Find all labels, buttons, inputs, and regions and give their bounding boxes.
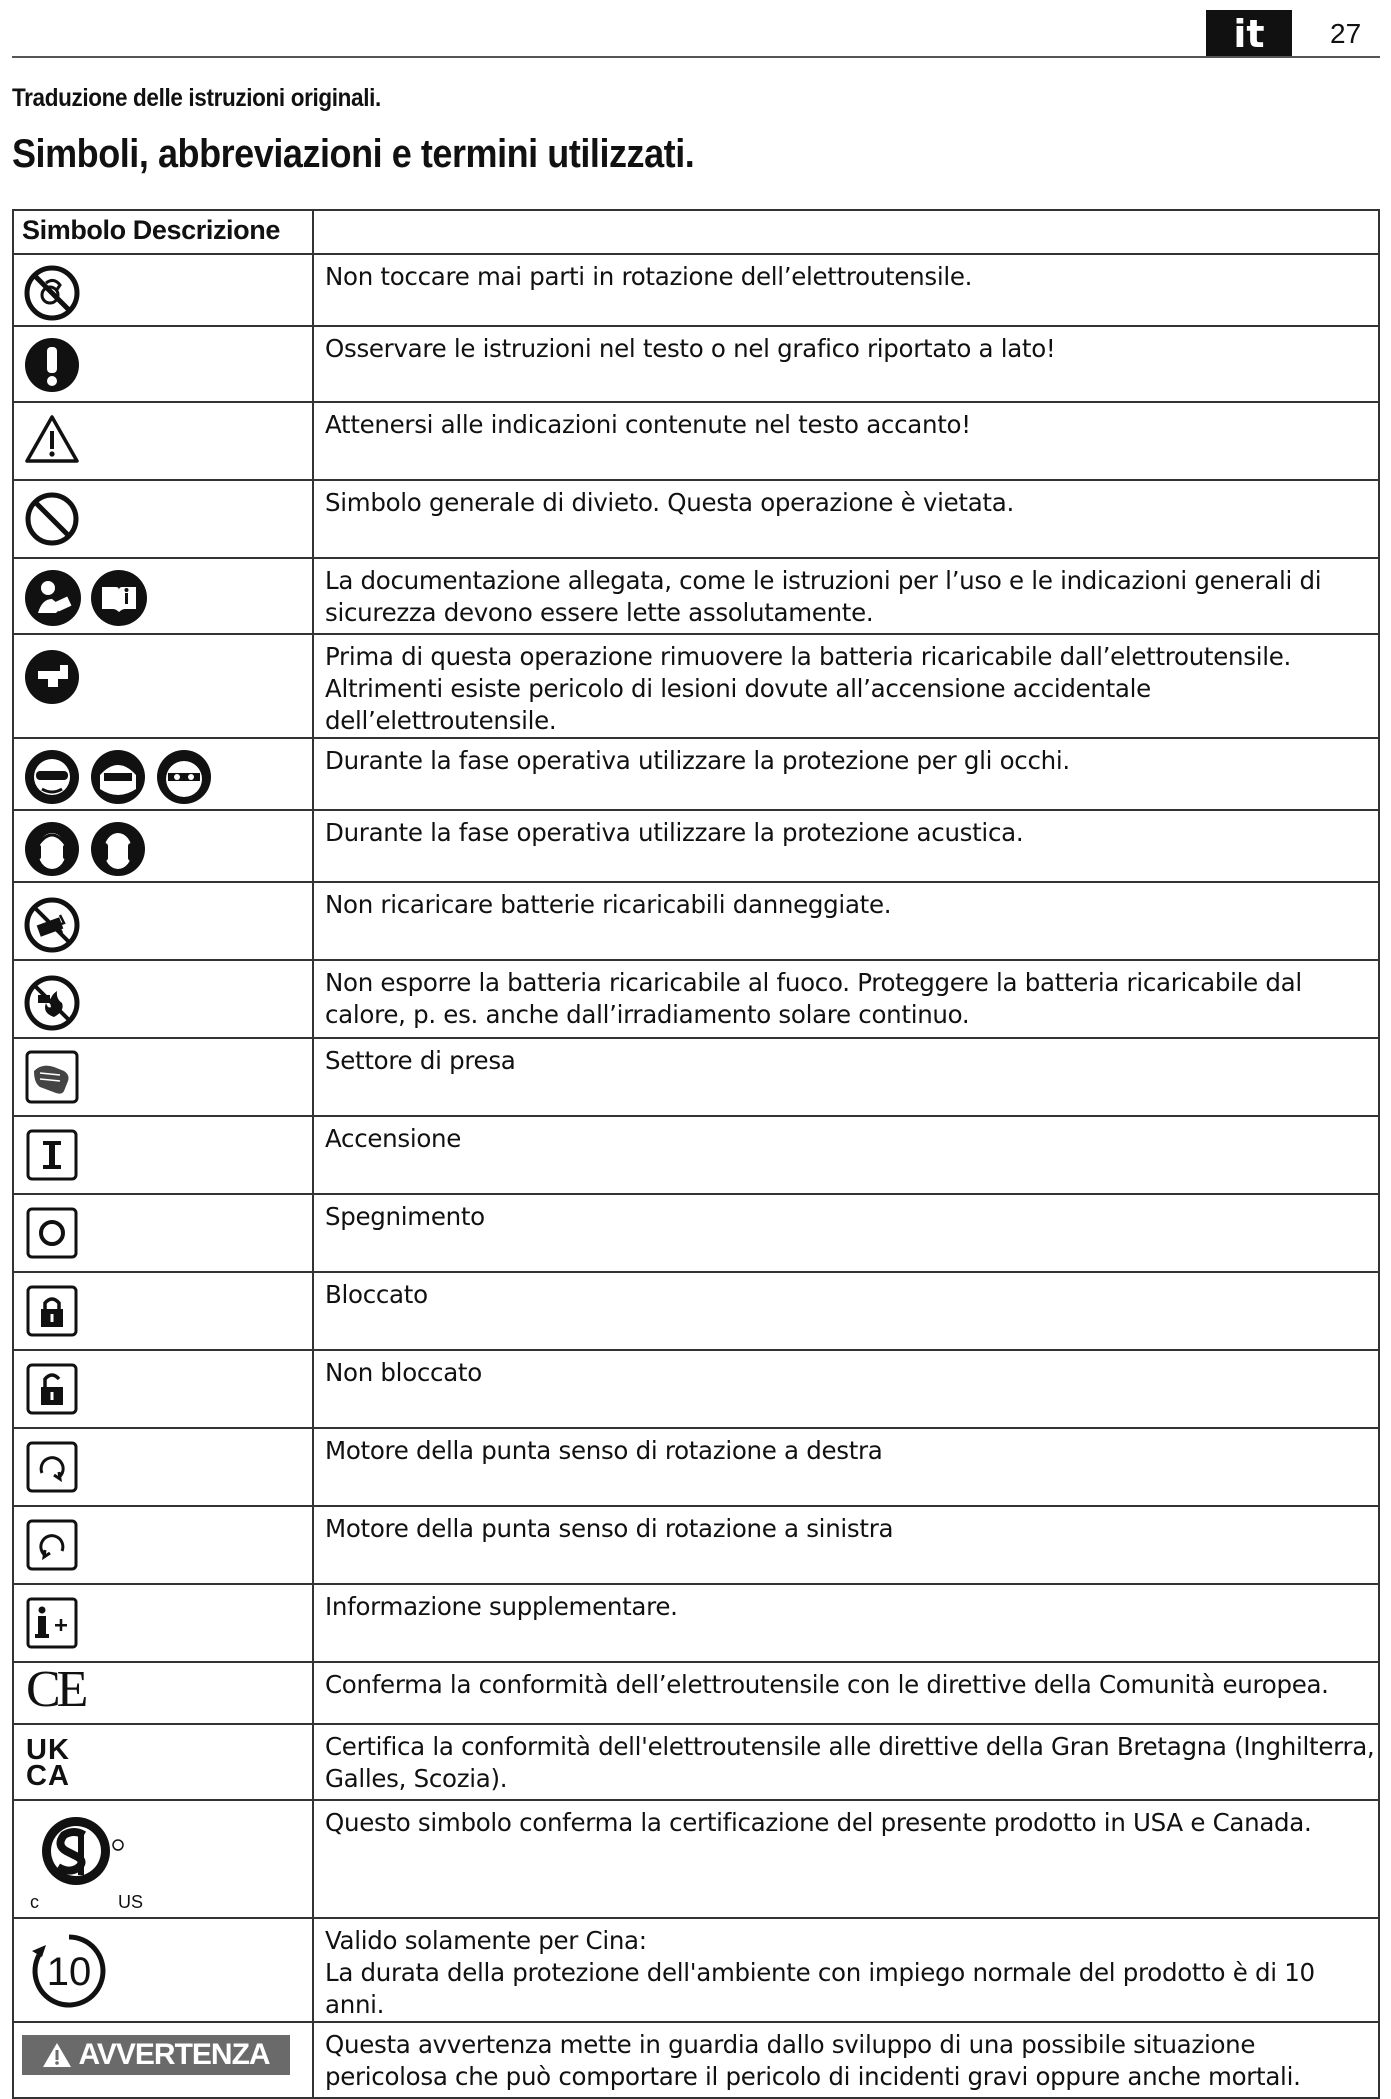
row-description: Bloccato <box>313 1272 1379 1350</box>
unlocked-icon <box>24 1361 80 1417</box>
header-rule <box>12 56 1380 58</box>
row-description: Non toccare mai parti in rotazione dell’elettroutensile. <box>313 254 1379 326</box>
row-description: Attenersi alle indicazioni contenute nel testo accanto! <box>313 402 1379 480</box>
csa-mark-icon <box>24 1807 144 1917</box>
table-row <box>13 1194 1379 1272</box>
rotation-right-icon <box>24 1439 80 1495</box>
locked-icon <box>24 1283 80 1339</box>
row-description: Motore della punta senso di rotazione a destra <box>313 1428 1379 1506</box>
table-row <box>13 402 1379 480</box>
warning-triangle-icon <box>24 413 80 465</box>
warning-label-text: AVVERTENZA <box>78 2038 270 2071</box>
grip-area-icon <box>24 1049 80 1105</box>
row-description-line-2: La durata della protezione dell'ambiente con impiego normale del prodotto è di 10 anni. <box>325 1958 1315 2019</box>
warning-label-icon <box>22 2035 290 2075</box>
row-description: Non ricaricare batterie ricaricabili danneggiate. <box>313 882 1379 960</box>
table-header-empty <box>313 210 1379 254</box>
table-row <box>13 1116 1379 1194</box>
manual-book-icon <box>90 569 148 627</box>
table-row <box>13 1350 1379 1428</box>
table-row <box>13 882 1379 960</box>
row-description <box>313 1918 1379 2022</box>
no-charge-damaged-battery-icon <box>24 897 80 953</box>
table-row <box>13 1272 1379 1350</box>
table-row <box>13 2022 1379 2098</box>
ukca-line-1: UK <box>26 1734 70 1766</box>
power-off-icon <box>24 1205 80 1261</box>
power-on-icon <box>24 1127 80 1183</box>
table-row <box>13 634 1379 738</box>
row-description: Informazione supplementare. <box>313 1584 1379 1662</box>
row-description: La documentazione allegata, come le istruzioni per l’uso e le indicazioni generali di sicurezza devono essere lette assolutamente. <box>313 558 1379 634</box>
env-protection-10-icon <box>24 1931 114 2011</box>
ukca-line-2: CA <box>26 1760 70 1792</box>
table-row <box>13 1800 1379 1918</box>
row-description: Prima di questa operazione rimuovere la batteria ricaricabile dall’elettroutensile. Altrimenti esiste pericolo di lesioni dovute all’accensione accidentale dell’elettroutensile. <box>313 634 1379 738</box>
no-touch-rotating-icon <box>24 265 80 321</box>
row-description: Non bloccato <box>313 1350 1379 1428</box>
table-row <box>13 558 1379 634</box>
row-description: Motore della punta senso di rotazione a sinistra <box>313 1506 1379 1584</box>
row-description: Osservare le istruzioni nel testo o nel grafico riportato a lato! <box>313 326 1379 402</box>
table-header-label: Simbolo Descrizione <box>13 210 313 254</box>
document-subtitle: Traduzione delle istruzioni originali. <box>12 84 381 112</box>
row-description: Settore di presa <box>313 1038 1379 1116</box>
page-title: Simboli, abbreviazioni e termini utilizzati. <box>12 132 695 176</box>
table-row <box>13 1662 1379 1724</box>
row-description-line-1: Valido solamente per Cina: <box>325 1926 647 1955</box>
table-row <box>13 1506 1379 1584</box>
exclamation-icon <box>24 337 80 393</box>
table-row <box>13 810 1379 882</box>
table-row <box>13 1918 1379 2022</box>
csa-us-label: US <box>118 1892 144 1912</box>
remove-battery-icon <box>24 649 80 705</box>
row-description: Questa avvertenza mette in guardia dallo sviluppo di una possibile situazione pericolosa che può comportare il pericolo di incidenti gravi oppure anche mortali. <box>313 2022 1379 2098</box>
row-description: Non esporre la batteria ricaricabile al fuoco. Proteggere la batteria ricaricabile dal calore, p. es. anche dall’irradiamento solare continuo. <box>313 960 1379 1038</box>
ear-defenders-icon <box>90 821 146 877</box>
page-number: 27 <box>1330 18 1362 49</box>
language-tab: it <box>1206 10 1292 58</box>
row-description: Spegnimento <box>313 1194 1379 1272</box>
table-row <box>13 1724 1379 1800</box>
symbols-table <box>12 209 1380 2099</box>
env-protection-number: 10 <box>46 1950 92 1994</box>
row-description: Accensione <box>313 1116 1379 1194</box>
table-row <box>13 960 1379 1038</box>
row-description: Certifica la conformità dell'elettroutensile alle direttive della Gran Bretagna (Inghilterra, Galles, Scozia). <box>313 1724 1379 1800</box>
row-description: Durante la fase operativa utilizzare la protezione acustica. <box>313 810 1379 882</box>
table-row <box>13 254 1379 326</box>
row-description: Durante la fase operativa utilizzare la protezione per gli occhi. <box>313 738 1379 810</box>
warning-triangle-small-icon <box>42 2041 72 2069</box>
table-header-row <box>13 210 1379 254</box>
table-row <box>13 480 1379 558</box>
csa-logo <box>24 1807 144 1897</box>
safety-goggles-icon <box>24 749 80 805</box>
face-shield-icon <box>90 749 146 805</box>
ukca-mark-icon <box>26 1734 312 1792</box>
table-row <box>13 738 1379 810</box>
table-row <box>13 1584 1379 1662</box>
csa-c-label: c <box>30 1892 39 1912</box>
read-manual-icon <box>24 569 82 627</box>
ear-protection-icon <box>24 821 80 877</box>
ce-mark-icon: CE <box>26 1661 85 1718</box>
row-description: Simbolo generale di divieto. Questa operazione è vietata. <box>313 480 1379 558</box>
rotation-left-icon <box>24 1517 80 1573</box>
eye-protection-icon <box>156 749 212 805</box>
table-row <box>13 1428 1379 1506</box>
row-description: Questo simbolo conferma la certificazione del presente prodotto in USA e Canada. <box>313 1800 1379 1918</box>
prohibition-icon <box>24 491 80 547</box>
info-plus-icon <box>24 1595 80 1651</box>
no-fire-battery-icon <box>24 975 80 1031</box>
table-row <box>13 326 1379 402</box>
row-description: Conferma la conformità dell’elettroutensile con le direttive della Comunità europea. <box>313 1662 1379 1724</box>
table-row <box>13 1038 1379 1116</box>
